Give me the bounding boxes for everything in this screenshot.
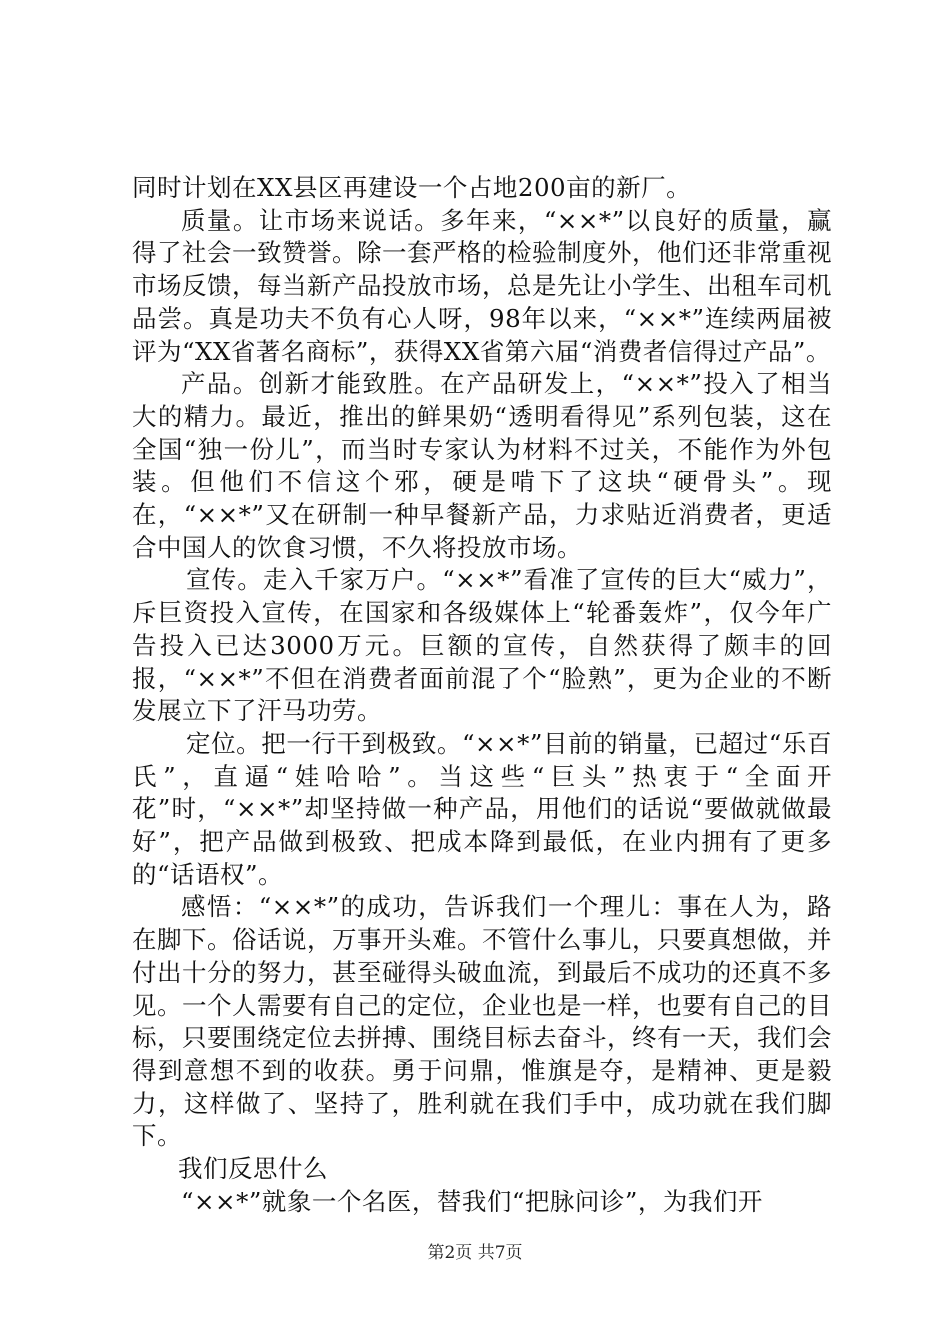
paragraph-reflection: 感悟：“××*”的成功，告诉我们一个理儿：事在人为，路在脚下。俗话说，万事开头难。不管什么事儿，只要真想做，并付出十分的努力，甚至碰得头破血流，到最后不成功的还真不多见。一个人需要有自己的定位，企业也是一样，也要有自己的目标，只要围绕定位去拼搏、围绕目标去奋斗，终有一天，我们会得到意想不到的收获。勇于问鼎，惟旗是夺，是精神、更是毅力，这样做了、坚持了，胜利就在我们手中，成功就在我们脚下。	[132, 892, 832, 1151]
paragraph-next-section: “××*”就象一个名医，替我们“把脉问诊”，为我们开	[181, 1186, 763, 1216]
paragraph-continuation: 同时计划在XX县区再建设一个占地200亩的新厂。	[132, 173, 692, 202]
paragraph-quality: 质量。让市场来说话。多年来，“××*”以良好的质量，赢得了社会一致赞誉。除一套严格的检验制度外，他们还非常重视市场反馈，每当新产品投放市场，总是先让小学生、出租车司机品尝。真是功夫不负有心人呀，98年以来，“××*”连续两届被评为“XX省著名商标”，获得XX省第六届“消费者信得过产品”。	[132, 205, 832, 366]
paragraph-product: 产品。创新才能致胜。在产品研发上，“××*”投入了相当大的精力。最近，推出的鲜果奶“透明看得见”系列包装，这在全国“独一份儿”，而当时专家认为材料不过关，不能作为外包装。但他们不信这个邪，硬是啃下了这块“硬骨头”。现在，“××*”又在研制一种早餐新产品，力求贴近消费者，更适合中国人的饮食习惯，不久将投放市场。	[132, 369, 832, 562]
document-body	[132, 172, 832, 1219]
paragraph-promotion: 宣传。走入千家万户。“××*”看准了宣传的巨大“威力”，斥巨资投入宣传，在国家和各级媒体上“轮番轰炸”，仅今年广告投入已达3000万元。巨额的宣传，自然获得了颇丰的回报，“××*”不但在消费者面前混了个“脸熟”，更为企业的不断发展立下了汗马功劳。	[132, 565, 832, 726]
section-heading: 我们反思什么	[178, 1154, 328, 1184]
paragraph-positioning: 定位。把一行干到极致。“××*”目前的销量，已超过“乐百氏”，直逼“娃哈哈”。当这些“巨头”热衷于“全面开花”时，“××*”却坚持做一种产品，用他们的话说“要做就做最好”，把产品做到极致、把成本降到最低，在业内拥有了更多的“话语权”。	[132, 728, 832, 889]
page-number-footer: 第2页 共7页	[427, 1243, 523, 1263]
